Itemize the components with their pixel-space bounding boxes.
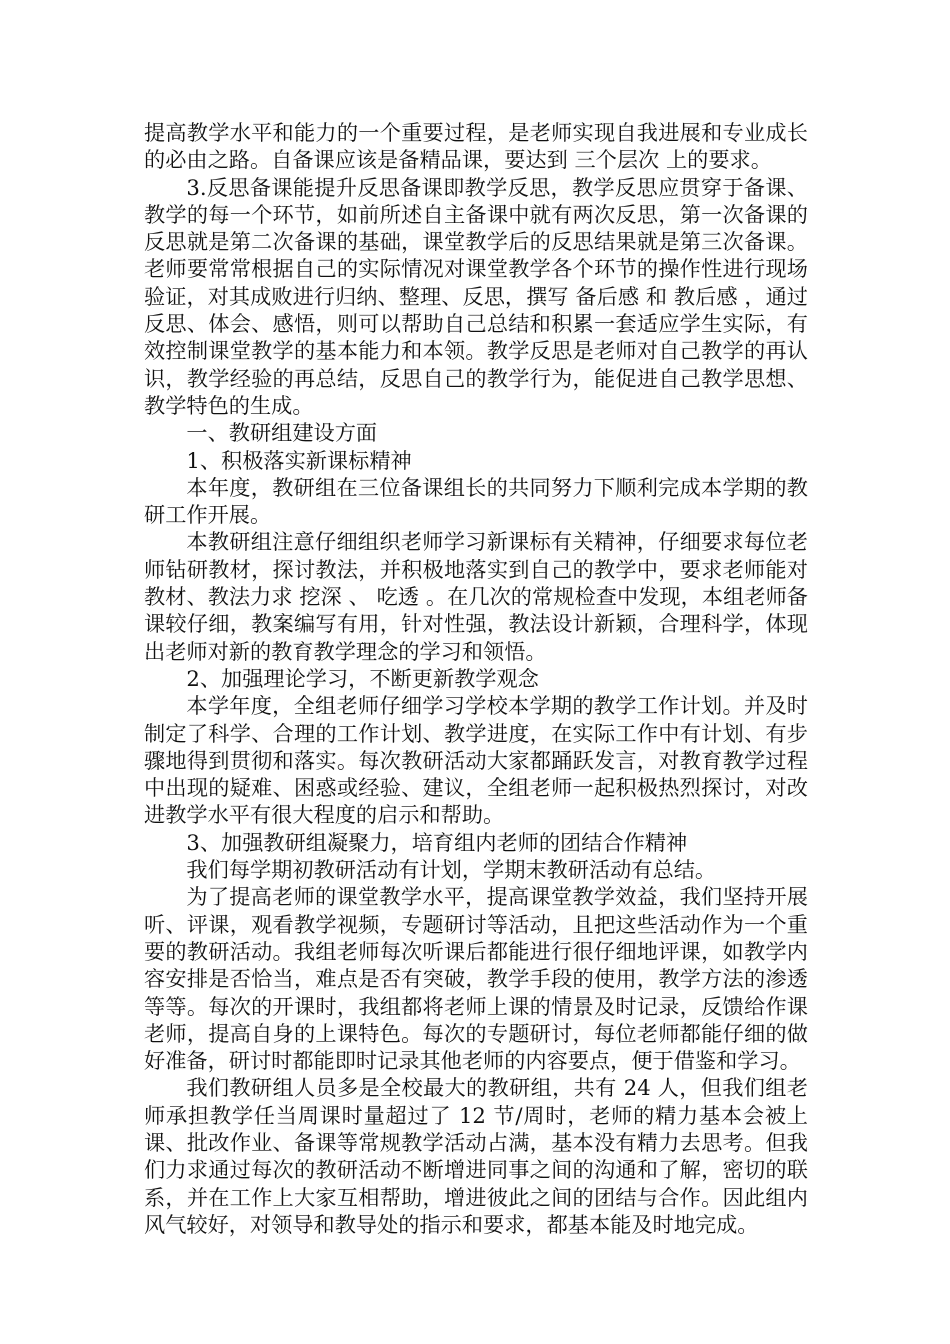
paragraph: 我们每学期初教研活动有计划，学期末教研活动有总结。: [186, 857, 717, 883]
paragraph-intro: 提高教学水平和能力的一个重要过程，是老师实现自我进展和专业成长的必由之路。自备课应该是备精品课，要达到 三个层次 上的要求。: [144, 120, 808, 173]
paragraph: 我们教研组人员多是全校最大的教研组，共有 24 人，但我们组老师承担教学任当周课时量超过了 12 节/周时，老师的精力基本会被上课、批改作业、备课等常规教学活动占满，基本没有精力去思考。但我们力求通过每次的教研活动不断增进同事之间的沟通和了解，密切的联系，并在工作上大家互相帮助，增进彼此之间的团结与合作。因此组内风气较好，对领导和教导处的指示和要求，都基本能及时地完成。: [144, 1075, 808, 1237]
subheading-3: 3、加强教研组凝聚力，培育组内老师的团结合作精神: [186, 829, 688, 855]
paragraph: 本教研组注意仔细组织老师学习新课标有关精神，仔细要求每位老师钻研教材，探讨教法，并积极地落实到自己的教学中，要求老师能对教材、教法力求 挖深 、 吃透 。在几次的常规检查中发现，本组老师备课较仔细，教案编写有用，针对性强，教法设计新颖，合理科学，体现出老师对新的教育教学理念的学习和领悟。: [144, 529, 808, 664]
paragraph: 本学年度，全组老师仔细学习学校本学期的教学工作计划。并及时制定了科学、合理的工作计划、教学进度，在实际工作中有计划、有步骤地得到贯彻和落实。每次教研活动大家都踊跃发言，对教育教学过程中出现的疑难、困惑或经验、建议，全组老师一起积极热烈探讨，对改进教学水平有很大程度的启示和帮助。: [144, 693, 808, 828]
section-heading: 一、教研组建设方面: [186, 420, 378, 446]
paragraph: 本年度，教研组在三位备课组长的共同努力下顺利完成本学期的教研工作开展。: [144, 474, 808, 528]
document-body: [144, 119, 808, 1238]
subheading-2: 2、加强理论学习，不断更新教学观念: [186, 665, 539, 691]
subheading-1: 1、积极落实新课标精神: [186, 447, 412, 473]
paragraph: 为了提高老师的课堂教学水平，提高课堂教学效益，我们坚持开展听、评课，观看教学视频，专题研讨等活动，且把这些活动作为一个重要的教研活动。我组老师每次听课后都能进行很仔细地评课，如教学内容安排是否恰当，难点是否有突破，教学手段的使用，教学方法的渗透等等。每次的开课时，我组都将老师上课的情景及时记录，反馈给作课老师，提高自身的上课特色。每次的专题研讨，每位老师都能仔细的做好准备，研讨时都能即时记录其他老师的内容要点，便于借鉴和学习。: [144, 884, 808, 1074]
paragraph-reflection: 3.反思备课能提升反思备课即教学反思，教学反思应贯穿于备课、教学的每一个环节，如前所述自主备课中就有两次反思，第一次备课的反思就是第二次备课的基础，课堂教学后的反思结果就是第三次备课。老师要常常根据自己的实际情况对课堂教学各个环节的操作性进行现场验证，对其成败进行归纳、整理、反思，撰写 备后感 和 教后感 ，通过反思、体会、感悟，则可以帮助自己总结和积累一套适应学生实际，有效控制课堂教学的基本能力和本领。教学反思是老师对自己教学的再认识，教学经验的再总结，反思自己的教学行为，能促进自己教学思想、教学特色的生成。: [144, 174, 808, 418]
